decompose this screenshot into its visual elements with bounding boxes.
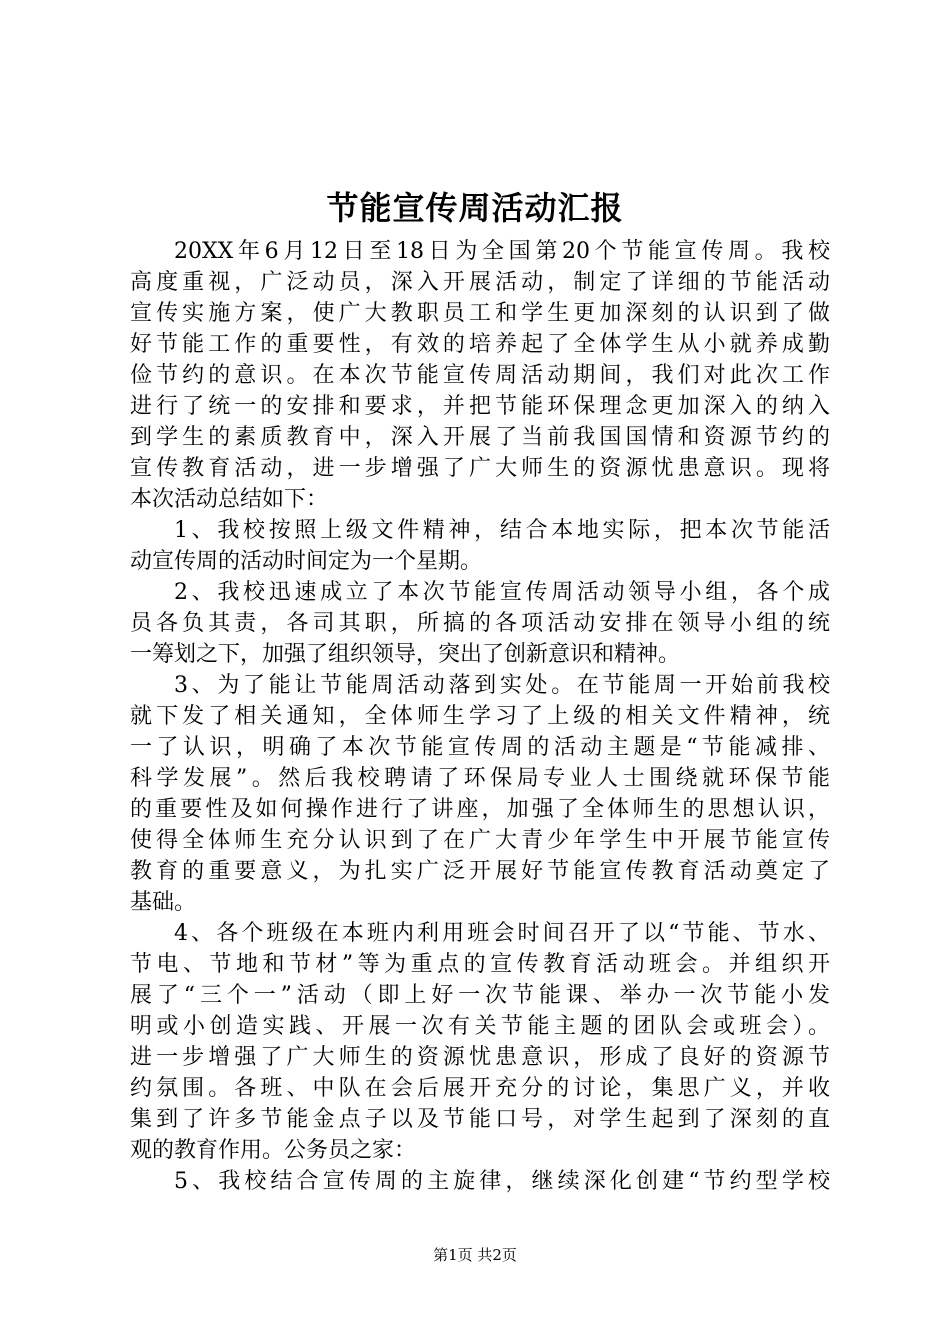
body-line: 3、为了能让节能周活动落到实处。在节能周一开始前我校 <box>174 673 830 698</box>
body-line: 基础。 <box>130 890 197 915</box>
body-line: 宣传实施方案，使广大教职员工和学生更加深刻的认识到了做 <box>130 301 830 326</box>
body-line: 员各负其责，各司其职，所搞的各项活动安排在领导小组的统 <box>130 611 830 636</box>
body-line: 约氛围。各班、中队在会后展开充分的讨论，集思广义，并收 <box>130 1076 830 1101</box>
body-line: 动宣传周的活动时间定为一个星期。 <box>130 549 483 574</box>
body-line: 一筹划之下，加强了组织领导，突出了创新意识和精神。 <box>130 642 681 667</box>
body-line: 使得全体师生充分认识到了在广大青少年学生中开展节能宣传 <box>130 828 830 853</box>
body-line: 宣传教育活动，进一步增强了广大师生的资源忧患意识。现将 <box>130 456 830 481</box>
body-line: 高度重视，广泛动员，深入开展活动，制定了详细的节能活动 <box>130 270 830 295</box>
body-line: 集到了许多节能金点子以及节能口号，对学生起到了深刻的直 <box>130 1107 830 1132</box>
body-line: 2、我校迅速成立了本次节能宣传周活动领导小组，各个成 <box>174 580 830 605</box>
body-line: 20XX年6月12日至18日为全国第20个节能宣传周。我校 <box>174 239 830 264</box>
body-line: 4、各个班级在本班内利用班会时间召开了以“节能、节水、 <box>174 921 830 946</box>
body-line: 的重要性及如何操作进行了讲座，加强了全体师生的思想认识， <box>130 797 830 822</box>
document-title: 节能宣传周活动汇报 <box>326 189 624 227</box>
body-line: 进一步增强了广大师生的资源忧患意识，形成了良好的资源节 <box>130 1045 830 1070</box>
body-line: 进行了统一的安排和要求，并把节能环保理念更加深入的纳入 <box>130 394 830 419</box>
body-line: 观的教育作用。公务员之家： <box>130 1138 417 1163</box>
body-line: 到学生的素质教育中，深入开展了当前我国国情和资源节约的 <box>130 425 830 450</box>
body-line: 展了“三个一”活动（即上好一次节能课、举办一次节能小发 <box>130 983 830 1008</box>
body-line: 俭节约的意识。在本次节能宣传周活动期间，我们对此次工作 <box>130 363 830 388</box>
body-line: 科学发展”。然后我校聘请了环保局专业人士围绕就环保节能 <box>130 766 830 791</box>
body-line: 一了认识，明确了本次节能宣传周的活动主题是“节能减排、 <box>130 735 830 760</box>
body-line: 本次活动总结如下： <box>130 487 329 512</box>
body-line: 1、我校按照上级文件精神，结合本地实际，把本次节能活 <box>174 518 830 543</box>
body-line: 好节能工作的重要性，有效的培养起了全体学生从小就养成勤 <box>130 332 830 357</box>
body-line: 节电、节地和节材”等为重点的宣传教育活动班会。并组织开 <box>130 952 830 977</box>
page-footer: 第1页 共2页 <box>433 1246 517 1264</box>
body-line: 教育的重要意义，为扎实广泛开展好节能宣传教育活动奠定了 <box>130 859 830 884</box>
body-line: 明或小创造实践、开展一次有关节能主题的团队会或班会）。 <box>130 1014 830 1039</box>
body-line: 5、我校结合宣传周的主旋律，继续深化创建“节约型学校 <box>174 1169 830 1194</box>
body-line: 就下发了相关通知，全体师生学习了上级的相关文件精神，统 <box>130 704 830 729</box>
document-body <box>130 236 830 1197</box>
